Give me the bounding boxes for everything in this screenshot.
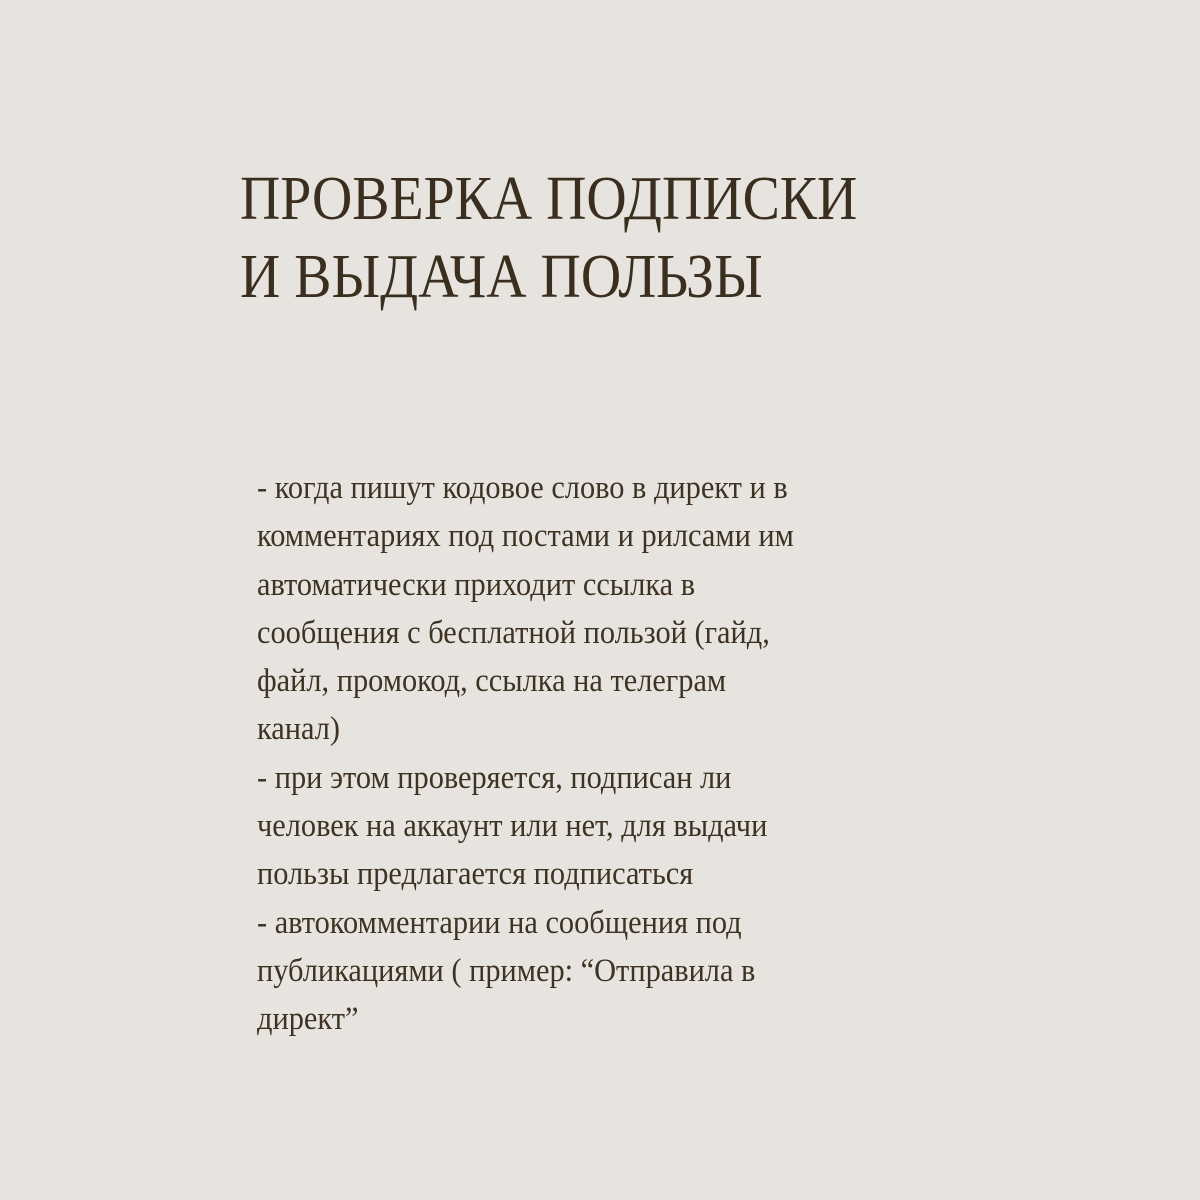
body-line: сообщения с бесплатной пользой (гайд, — [257, 614, 770, 651]
body-line: публикациями ( пример: “Отправила в — [257, 952, 756, 989]
body-line: пользы предлагается подписаться — [257, 856, 694, 893]
body-line: комментариях под постами и рилсами им — [257, 518, 794, 555]
body-line: - при этом проверяется, подписан ли — [257, 759, 732, 796]
body-line: автоматически приходит ссылка в — [257, 566, 696, 603]
body-line: - когда пишут кодовое слово в директ и в — [257, 470, 788, 506]
slide-body-text — [257, 464, 901, 1044]
body-line: файл, промокод, ссылка на телеграм — [257, 663, 727, 700]
slide-title — [240, 160, 857, 316]
title-line-2: И ВЫДАЧА ПОЛЬЗЫ — [240, 243, 763, 311]
body-line: человек на аккаунт или нет, для выдачи — [257, 808, 768, 845]
body-line: - автокомментарии на сообщения под — [257, 904, 742, 941]
body-line: директ” — [257, 1001, 359, 1038]
body-line: канал) — [257, 711, 341, 748]
title-line-1: ПРОВЕРКА ПОДПИСКИ — [240, 165, 858, 233]
